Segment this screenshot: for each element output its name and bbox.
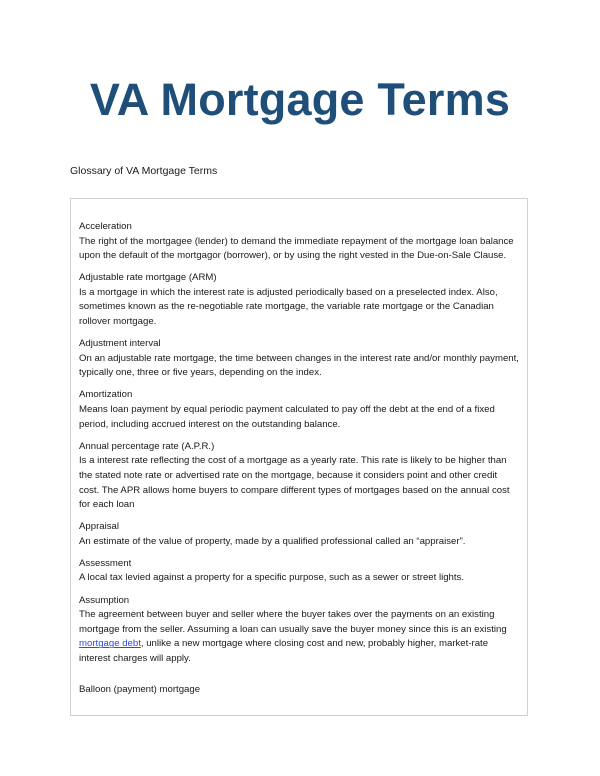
term-definition: A local tax levied against a property for a specific purpose, such as a sewer or street lights.: [79, 572, 465, 584]
term-definition: Is a interest rate reflecting the cost of a mortgage as a yearly rate. This rate is likely to be higher than the stated note rate or advertised rate on the mortgage, because it considers point and other credit cost. The APR allows home buyers to compare different types of mortgages based on the annual cost for each loan: [79, 455, 510, 511]
term-name: Amortization: [79, 389, 133, 401]
term-definition: An estimate of the value of property, made by a qualified professional called an “appraiser”.: [79, 535, 466, 547]
term-definition: The right of the mortgagee (lender) to demand the immediate repayment of the mortgage loan balance upon the default of the mortgagor (borrower), or by using the right vested in the Due-on-Sale Clause.: [79, 235, 514, 262]
glossary-entry: [79, 388, 519, 432]
definition-text: , unlike a new mortgage where closing cost and new, probably higher, market-rate interest charges will apply.: [79, 638, 489, 664]
glossary-entry: [79, 557, 519, 586]
term-name: Acceleration: [79, 221, 132, 232]
term-name: Assumption: [79, 594, 130, 606]
term-definition: Is a mortgage in which the interest rate is adjusted periodically based on a preselected index. Also, sometimes known as the re-negotiable rate mortgage, the variable rate mortgage or the Canadian rollover mortgage.: [79, 286, 498, 328]
term-definition: Means loan payment by equal periodic payment calculated to pay off the debt at the end of a fixed period, including accrued interest on the outstanding balance.: [79, 404, 495, 430]
glossary-entry: [79, 594, 519, 667]
glossary-box: [70, 198, 528, 716]
glossary-entry: [79, 337, 519, 381]
term-name: Adjustment interval: [79, 338, 161, 350]
term-name: Assessment: [79, 557, 132, 569]
page-title: VA Mortgage Terms: [89, 74, 511, 125]
glossary-entry: [79, 683, 519, 698]
term-name: Appraisal: [79, 521, 119, 533]
term-name: Balloon (payment) mortgage: [79, 683, 201, 695]
glossary-entry: [79, 520, 519, 549]
definition-text: The agreement between buyer and seller where the buyer takes over the payments on an existing mortgage from the seller. Assuming a loan can usually save the buyer money since this is an existing: [79, 609, 507, 635]
mortgage-debt-link[interactable]: mortgage debt: [79, 638, 141, 650]
term-definition: On an adjustable rate mortgage, the time between changes in the interest rate and/or monthly payment, typically one, three or five years, depending on the index.: [79, 352, 519, 379]
glossary-entry: [79, 220, 519, 264]
term-definition: [79, 608, 519, 666]
page-subtitle: Glossary of VA Mortgage Terms: [70, 165, 218, 177]
glossary-entry: [79, 440, 519, 513]
term-name: Adjustable rate mortgage (ARM): [79, 272, 217, 284]
term-name: Annual percentage rate (A.P.R.): [79, 440, 215, 452]
glossary-entry: [79, 271, 519, 329]
